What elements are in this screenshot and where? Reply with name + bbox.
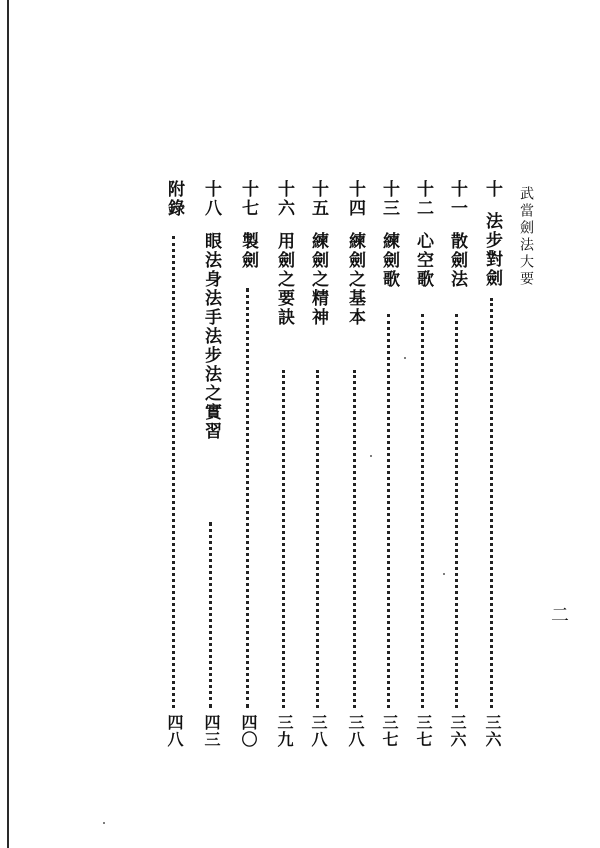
toc-entry-number: 十二 [413, 180, 433, 218]
toc-entry-page: 四八 [165, 714, 184, 748]
toc-entry-title: 製劍 [238, 232, 258, 270]
scan-speck [443, 573, 445, 575]
toc-entry [479, 180, 505, 760]
toc-entry-title: 附錄 [164, 180, 184, 218]
dot-leader [353, 370, 356, 708]
dot-leader [282, 370, 285, 708]
toc-entry-title: 法步對劍 [482, 212, 502, 288]
toc-entry-page: 三六 [448, 714, 467, 748]
toc-entry-title: 散劍法 [447, 232, 467, 289]
toc-entry-page: 三八 [346, 714, 365, 748]
toc-entry-number: 十五 [308, 180, 328, 218]
toc-entry-title: 練劍之基本 [345, 232, 365, 327]
toc-entry-title: 心空歌 [413, 232, 433, 289]
toc-entry-number: 十三 [379, 180, 399, 218]
toc-entry [305, 180, 331, 760]
toc-entry-page: 三六 [483, 714, 502, 748]
page-number: 二 [551, 605, 569, 626]
dot-leader [387, 314, 390, 708]
toc-entry-title: 眼法身法手法步法之實習 [201, 232, 221, 441]
running-title: 武當劍法大要 [518, 186, 534, 288]
toc-entry-page: 三七 [380, 714, 399, 748]
toc-entry-number: 十七 [238, 180, 258, 218]
dot-leader [172, 236, 175, 708]
toc-entry-number: 十六 [274, 180, 294, 218]
scan-speck [370, 455, 372, 457]
toc-entry [235, 180, 261, 760]
toc-entry-page: 四〇 [239, 714, 258, 748]
dot-leader [209, 522, 212, 708]
toc-entry-number: 十 [482, 180, 502, 199]
toc-entry-number: 十四 [345, 180, 365, 218]
toc-entry-number: 十一 [447, 180, 467, 218]
toc-entry [342, 180, 368, 760]
scan-speck [103, 822, 105, 824]
toc-entry [410, 180, 436, 760]
dot-leader [490, 298, 493, 708]
dot-leader [316, 370, 319, 708]
toc-entry-page: 四三 [202, 714, 221, 748]
scan-speck [404, 357, 406, 359]
toc-entry [376, 180, 402, 760]
dot-leader [455, 314, 458, 708]
toc-entry-title: 練劍歌 [379, 232, 399, 289]
toc-entry [444, 180, 470, 760]
dot-leader [421, 314, 424, 708]
dot-leader [246, 288, 249, 708]
toc-entry-title: 用劍之要訣 [274, 232, 294, 327]
toc-entry [271, 180, 297, 760]
toc-entry-page: 三九 [275, 714, 294, 748]
toc-entry-title: 練劍之精神 [308, 232, 328, 327]
toc-entry [161, 180, 187, 760]
toc-entry-page: 三八 [309, 714, 328, 748]
toc-entry-number: 十八 [201, 180, 221, 218]
toc-entry [198, 180, 224, 760]
page-edge [7, 0, 9, 848]
toc-entry-page: 三七 [414, 714, 433, 748]
